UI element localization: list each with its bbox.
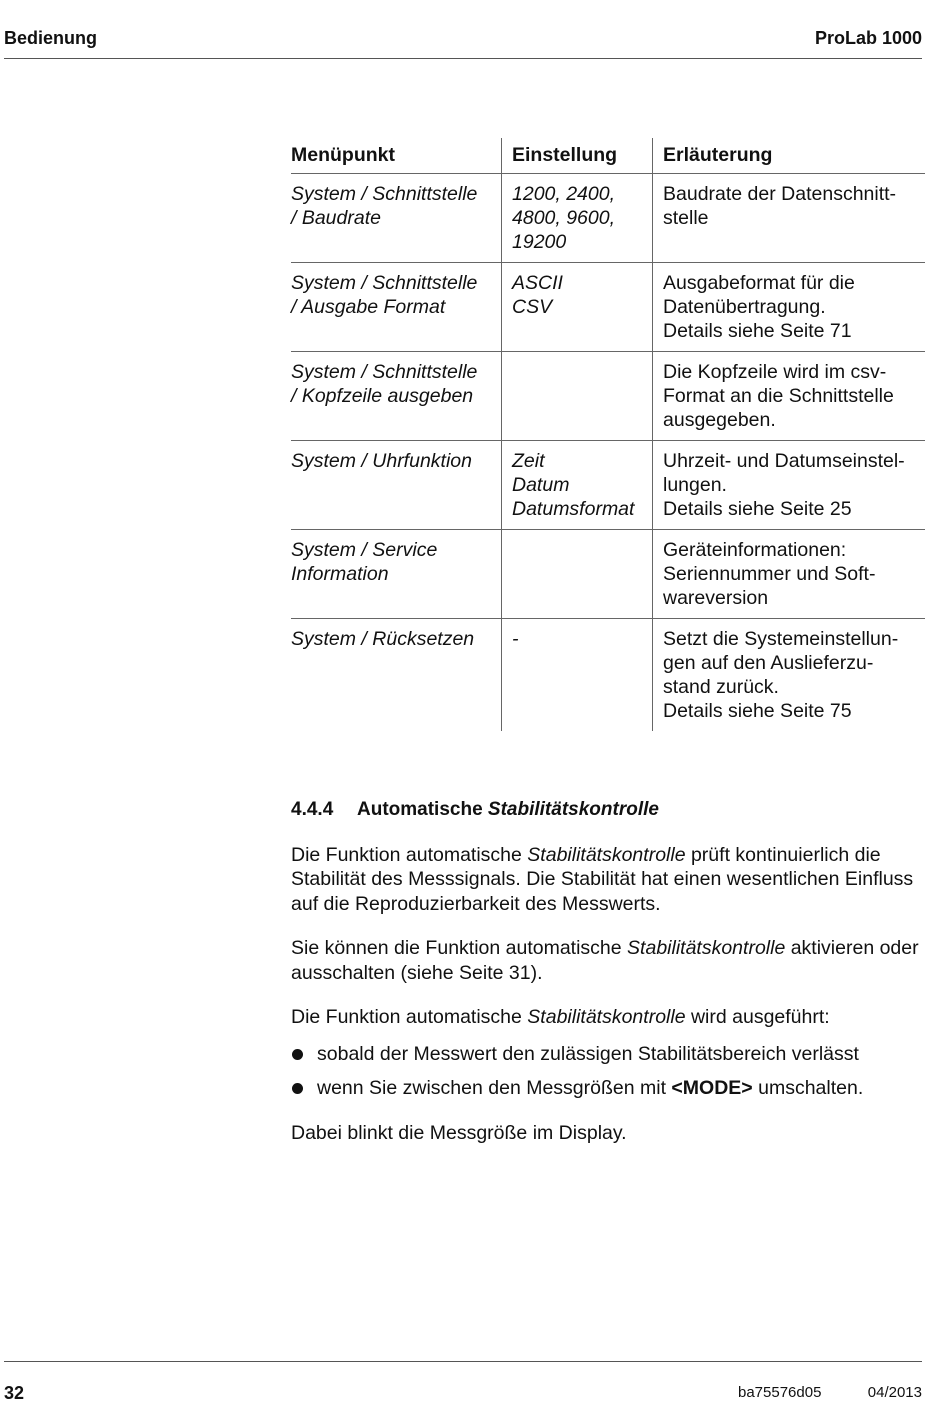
section-title-italic: Stabilitätskontrolle: [487, 799, 659, 820]
setting-cell: Zeit Datum Datumsformat: [502, 441, 653, 530]
page-number: 32: [4, 1383, 25, 1403]
bullet-icon: [292, 1083, 303, 1094]
paragraph-text: aktivieren oder ausschalten (siehe Seite 31).: [291, 937, 919, 984]
description-cell: Uhrzeit- und Datumseinstel- lungen. Details siehe Seite 25: [653, 441, 926, 530]
menu-cell: System / Uhrfunktion: [291, 441, 502, 530]
description-cell: Setzt die Systemeinstellun- gen auf den Auslieferzu- stand zurück. Details siehe Seite 75: [653, 619, 926, 732]
menu-cell: System / Schnittstelle / Kopfzeile ausgeben: [291, 352, 502, 441]
setting-cell: [502, 530, 653, 619]
list-item-text: sobald der Messwert den zulässigen Stabilitätsbereich verlässt: [317, 1042, 859, 1065]
column-header-menupunkt: Menüpunkt: [291, 138, 502, 174]
section-title-plain: Automatische: [357, 799, 483, 820]
section-heading: [291, 798, 925, 823]
table-row: [291, 352, 925, 441]
footer-divider: [4, 1361, 922, 1362]
paragraph-4: Dabei blinkt die Messgröße im Display.: [291, 1121, 627, 1144]
paragraph-3: [291, 1005, 925, 1030]
document-date: 04/2013: [867, 1384, 922, 1401]
header-divider: [4, 58, 922, 59]
paragraph-emphasis: Stabilitätskontrolle: [527, 1006, 686, 1028]
list-item: [291, 1076, 925, 1101]
menu-cell: System / Schnittstelle / Baudrate: [291, 174, 502, 263]
paragraph-emphasis: Stabilitätskontrolle: [527, 843, 686, 866]
menu-cell: System / Service Information: [291, 530, 502, 619]
list-item-text: wenn Sie zwischen den Messgrößen mit: [317, 1077, 672, 1099]
paragraph-emphasis: Stabilitätskontrolle: [627, 937, 786, 959]
menu-cell: System / Schnittstelle / Ausgabe Format: [291, 263, 502, 352]
paragraph-1: [291, 843, 925, 917]
paragraph-text: Sie können die Funktion automatische: [291, 937, 628, 959]
paragraph-2: [291, 936, 925, 985]
column-header-einstellung: Einstellung: [502, 138, 653, 174]
header-chapter: Bedienung: [4, 28, 97, 48]
table-row: [291, 263, 925, 352]
list-item-text: umschalten.: [752, 1077, 864, 1099]
paragraph-text: wird ausgeführt:: [685, 1006, 830, 1028]
description-cell: Baudrate der Datenschnitt- stelle: [653, 174, 926, 263]
setting-cell: -: [502, 619, 653, 732]
table-row: [291, 174, 925, 263]
setting-cell: ASCII CSV: [502, 263, 653, 352]
header-product: ProLab 1000: [814, 28, 922, 48]
section-stability-control: [291, 798, 925, 1165]
setting-cell: 1200, 2400, 4800, 9600, 19200: [502, 174, 653, 263]
bullet-list: [291, 1042, 925, 1101]
description-cell: Geräteinformationen: Seriennummer und Soft- wareversion: [653, 530, 926, 619]
column-header-erlaeuterung: Erläuterung: [653, 138, 926, 174]
table-row: [291, 530, 925, 619]
bullet-icon: [292, 1049, 303, 1060]
paragraph-text: Die Funktion automatische: [291, 843, 528, 866]
section-number: 4.4.4: [291, 799, 334, 820]
table-header-row: [291, 138, 925, 174]
menu-cell: System / Rücksetzen: [291, 628, 475, 650]
setting-cell: [502, 352, 653, 441]
paragraph-text: prüft kontinuierlich die Stabilität des Messsignals. Die Stabilität hat einen wesentlichen Einfluss auf die Reproduzierbarkeit des Messwerts.: [291, 843, 914, 915]
description-cell: Die Kopfzeile wird im csv- Format an die Schnittstelle ausgegeben.: [653, 352, 926, 441]
table-row: [291, 441, 925, 530]
table-row: [291, 619, 925, 732]
description-cell: Ausgabeformat für die Datenübertragung. Details siehe Seite 71: [653, 263, 926, 352]
settings-table: [291, 138, 925, 731]
mode-key-label: <MODE>: [671, 1077, 753, 1099]
document-code: ba75576d05: [738, 1384, 822, 1401]
list-item: [291, 1042, 925, 1067]
paragraph-text: Die Funktion automatische: [291, 1006, 528, 1028]
